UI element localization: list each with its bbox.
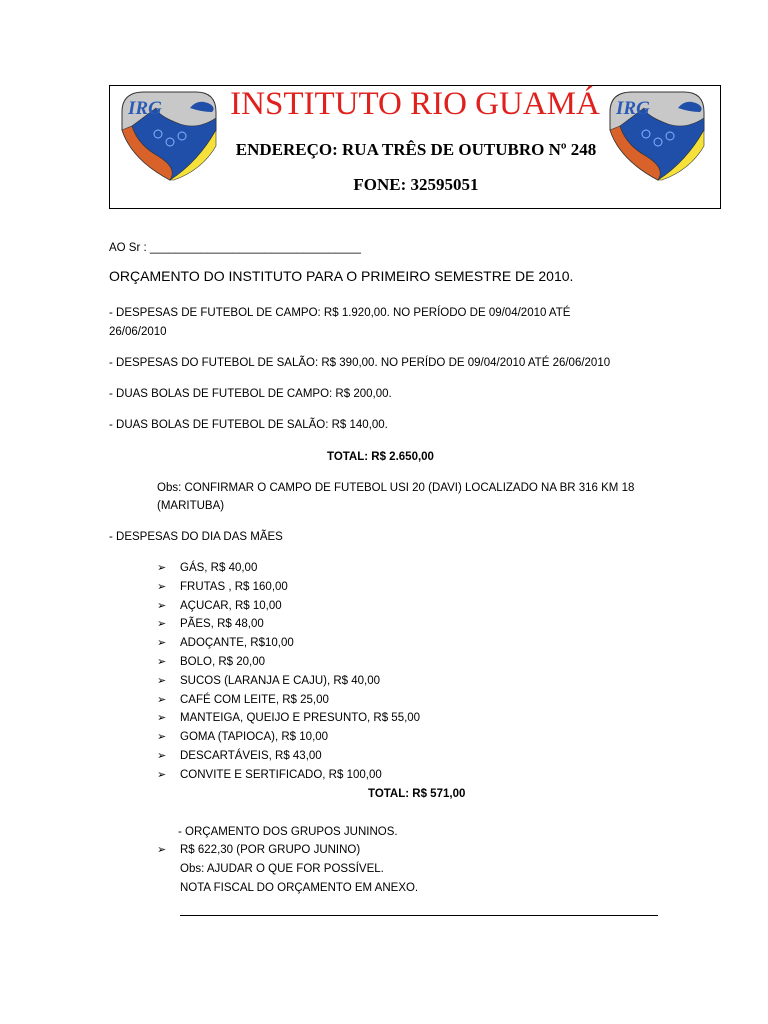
- mothers-day-item: GOMA (TAPIOCA), R$ 10,00: [180, 731, 329, 744]
- mothers-day-item: BOLO, R$ 20,00: [180, 656, 266, 668]
- bullet-arrow-icon: ➢: [157, 562, 167, 574]
- bullet-arrow-icon: ➢: [157, 712, 167, 725]
- mothers-day-item: FRUTAS , R$ 160,00: [180, 580, 288, 593]
- mothers-day-item: PÃES, R$ 48,00: [180, 618, 264, 631]
- institute-phone: FONE: 32595051: [353, 175, 479, 194]
- mothers-day-item: MANTEIGA, QUEIJO E PRESUNTO, R$ 55,00: [180, 712, 421, 725]
- logo-text: IRG: [616, 98, 650, 119]
- mothers-day-total: TOTAL: R$ 571,00: [368, 788, 466, 800]
- mothers-day-item: CAFÉ COM LEITE, R$ 25,00: [180, 693, 329, 706]
- mothers-day-item: CONVITE E SERTIFICADO, R$ 100,00: [180, 768, 382, 781]
- mothers-day-heading: - DESPESAS DO DIA DAS MÃES: [109, 531, 283, 543]
- bullet-arrow-icon: ➢: [157, 844, 167, 856]
- institute-address: ENDEREÇO: RUA TRÊS DE OUTUBRO Nº 248: [235, 140, 597, 159]
- bullet-arrow-icon: ➢: [157, 656, 167, 668]
- letterhead: [109, 85, 721, 209]
- juninos-heading: - ORÇAMENTO DOS GRUPOS JUNINOS.: [178, 826, 398, 838]
- expenses-obs-cont: (MARITUBA): [157, 500, 225, 512]
- bullet-arrow-icon: ➢: [157, 580, 167, 593]
- expense-field-balls: - DUAS BOLAS DE FUTEBOL DE CAMPO: R$ 200,00.: [109, 388, 392, 400]
- mothers-day-item: SUCOS (LARANJA E CAJU), R$ 40,00: [180, 674, 381, 687]
- institute-name: INSTITUTO RIO GUAMÁ: [230, 86, 600, 122]
- expense-field-football-cont: 26/06/2010: [109, 326, 167, 338]
- expense-field-football: - DESPESAS DE FUTEBOL DE CAMPO: R$ 1.920,00. NO PERÍODO DE 09/04/2010 ATÉ: [109, 307, 571, 319]
- mothers-day-item: ADOÇANTE, R$10,00: [180, 637, 294, 650]
- irg-logo: [118, 90, 218, 182]
- juninos-note: NOTA FISCAL DO ORÇAMENTO EM ANEXO.: [180, 882, 419, 894]
- addressee-line: AO Sr : _________________________________: [109, 242, 361, 254]
- bullet-arrow-icon: ➢: [157, 693, 167, 706]
- expenses-obs: Obs: CONFIRMAR O CAMPO DE FUTEBOL USI 20 (DAVI) LOCALIZADO NA BR 316 KM 18: [157, 482, 635, 494]
- juninos-obs: Obs: AJUDAR O QUE FOR POSSÍVEL.: [180, 863, 384, 875]
- expense-futsal-balls: - DUAS BOLAS DE FUTEBOL DE SALÃO: R$ 140,00.: [109, 419, 388, 431]
- bullet-arrow-icon: ➢: [157, 637, 167, 650]
- bullet-arrow-icon: ➢: [157, 750, 167, 762]
- bullet-arrow-icon: ➢: [157, 674, 167, 687]
- expenses-total: TOTAL: R$ 2.650,00: [327, 451, 434, 463]
- juninos-item: R$ 622,30 (POR GRUPO JUNINO): [180, 844, 361, 856]
- mothers-day-item: AÇUCAR, R$ 10,00: [180, 599, 282, 612]
- logo-text: IRG: [128, 98, 162, 119]
- irg-logo: [606, 90, 706, 182]
- signature-line: [180, 915, 658, 916]
- expense-futsal: - DESPESAS DO FUTEBOL DE SALÃO: R$ 390,00. NO PERÍDO DE 09/04/2010 ATÉ 26/06/2010: [109, 357, 611, 369]
- bullet-arrow-icon: ➢: [157, 618, 167, 631]
- bullet-arrow-icon: ➢: [157, 768, 167, 781]
- budget-title: ORÇAMENTO DO INSTITUTO PARA O PRIMEIRO SEMESTRE DE 2010.: [109, 268, 574, 284]
- mothers-day-item: GÁS, R$ 40,00: [180, 562, 258, 574]
- mothers-day-item: DESCARTÁVEIS, R$ 43,00: [180, 750, 322, 762]
- bullet-arrow-icon: ➢: [157, 599, 167, 612]
- bullet-arrow-icon: ➢: [157, 731, 167, 744]
